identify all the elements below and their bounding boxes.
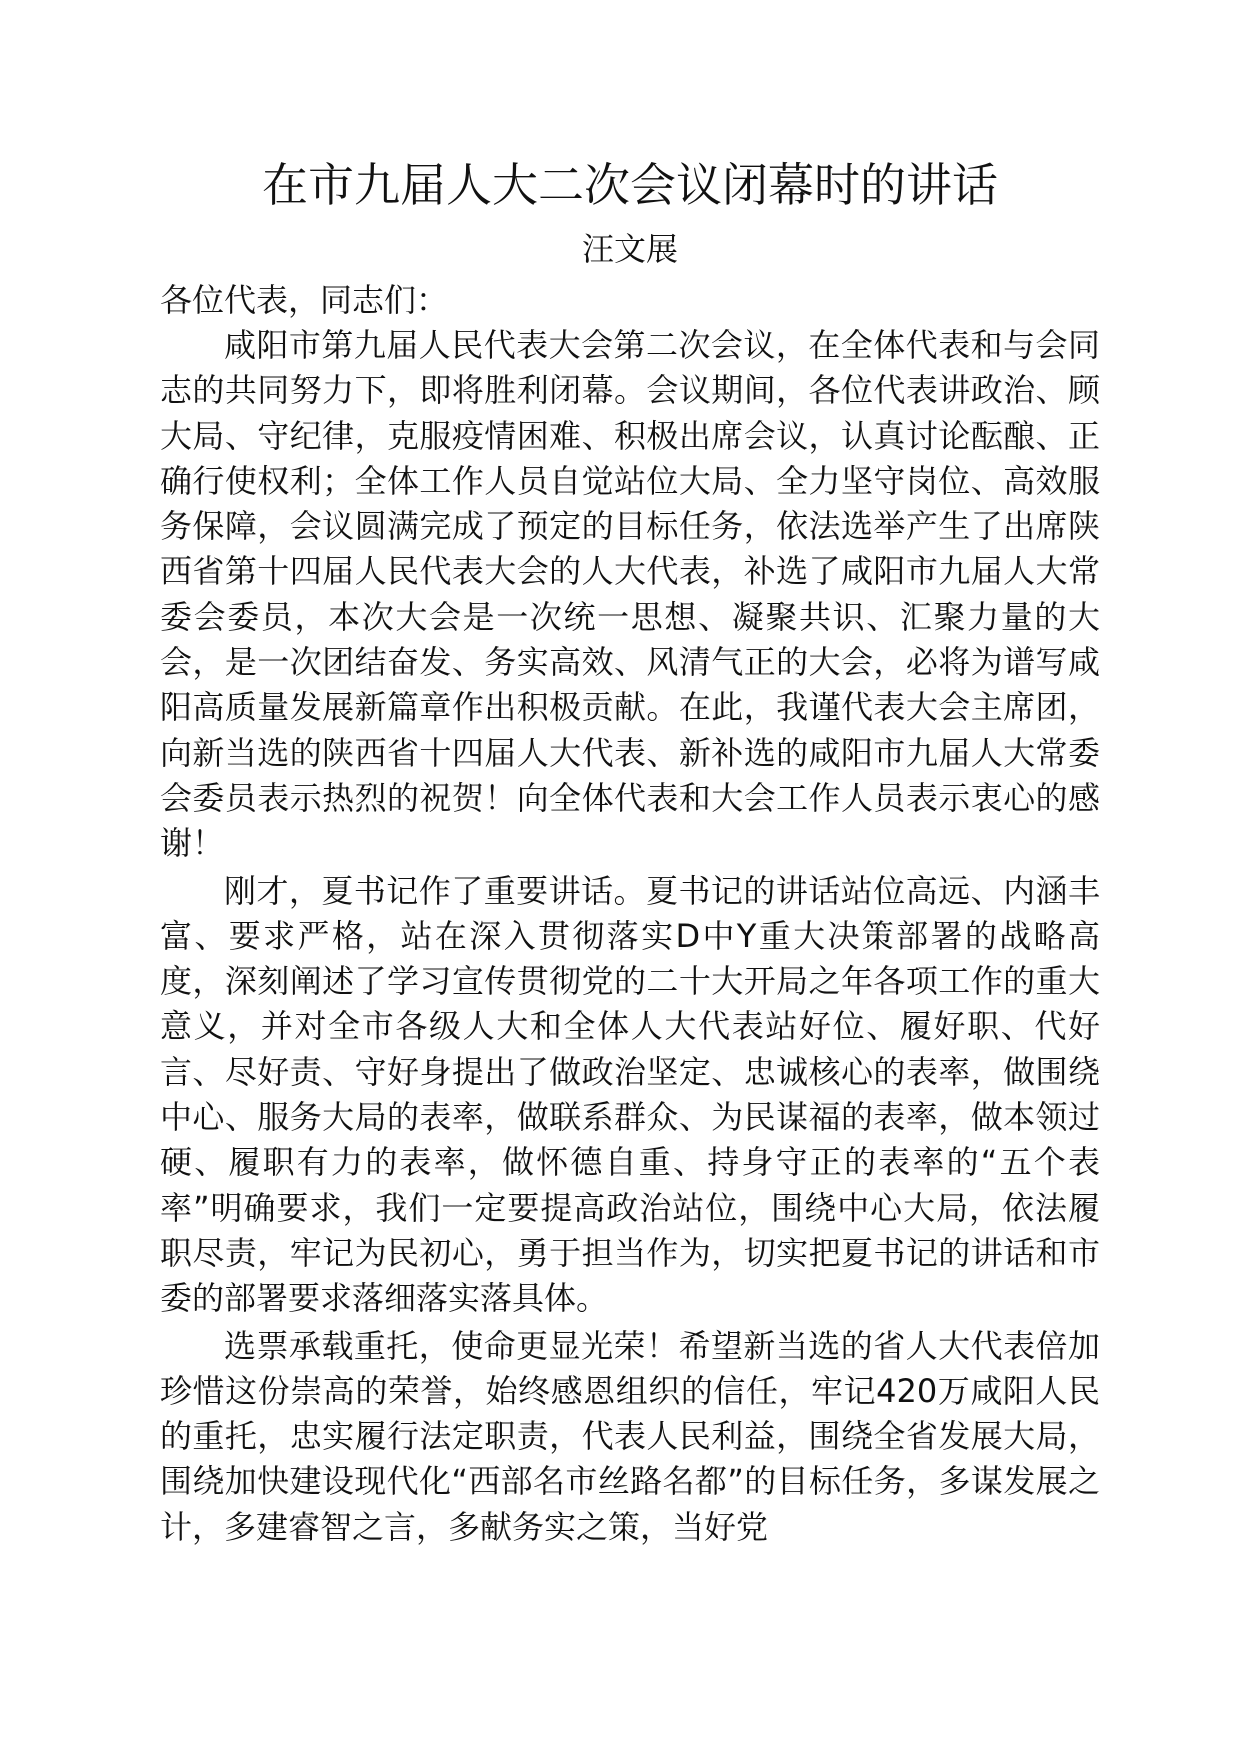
document-author: 汪文展 (581, 230, 678, 268)
body-paragraph-3: 选票承载重托，使命更显光荣！希望新当选的省人大代表倍加珍惜这份崇高的荣誉，始终感恩组织的信任，牢记420万咸阳人民的重托，忠实履行法定职责，代表人民利益，围绕全省发展大局，围绕加快建设现代化“西部名市丝路名都”的目标任务，多谋发展之计，多建睿智之言，多献务实之策，当好党 (160, 1326, 1100, 1546)
body-paragraph-2: 刚才，夏书记作了重要讲话。夏书记的讲话站位高远、内涵丰富、要求严格，站在深入贯彻落实D中Y重大决策部署的战略高度，深刻阐述了学习宣传贯彻党的二十大开局之年各项工作的重大意义，并对全市各级人大和全体人大代表站好位、履好职、代好言、尽好责、守好身提出了做政治坚定、忠诚核心的表率，做围绕中心、服务大局的表率，做联系群众、为民谋福的表率，做本领过硬、履职有力的表率，做怀德自重、持身守正的表率的“五个表率”明确要求，我们一定要提高政治站位，围绕中心大局，依法履职尽责，牢记为民初心，勇于担当作为，切实把夏书记的讲话和市委的部署要求落细落实落具体。 (160, 871, 1100, 1318)
salutation: 各位代表，同志们： (160, 281, 449, 319)
document-title: 在市九届人大二次会议闭幕时的讲话 (262, 158, 998, 212)
document-page (160, 150, 1100, 1550)
body-paragraph-1: 咸阳市第九届人民代表大会第二次会议，在全体代表和与会同志的共同努力下，即将胜利闭幕。会议期间，各位代表讲政治、顾大局、守纪律，克服疫情困难、积极出席会议，认真讨论酝酿、正确行使权利；全体工作人员自觉站位大局、全力坚守岗位、高效服务保障，会议圆满完成了预定的目标任务，依法选举产生了出席陕西省第十四届人民代表大会的人大代表，补选了咸阳市九届人大常委会委员，本次大会是一次统一思想、凝聚共识、汇聚力量的大会，是一次团结奋发、务实高效、风清气正的大会，必将为谱写咸阳高质量发展新篇章作出积极贡献。在此，我谨代表大会主席团，向新当选的陕西省十四届人大代表、新补选的咸阳市九届人大常委会委员表示热烈的祝贺！向全体代表和大会工作人员表示衷心的感谢！ (160, 326, 1100, 863)
